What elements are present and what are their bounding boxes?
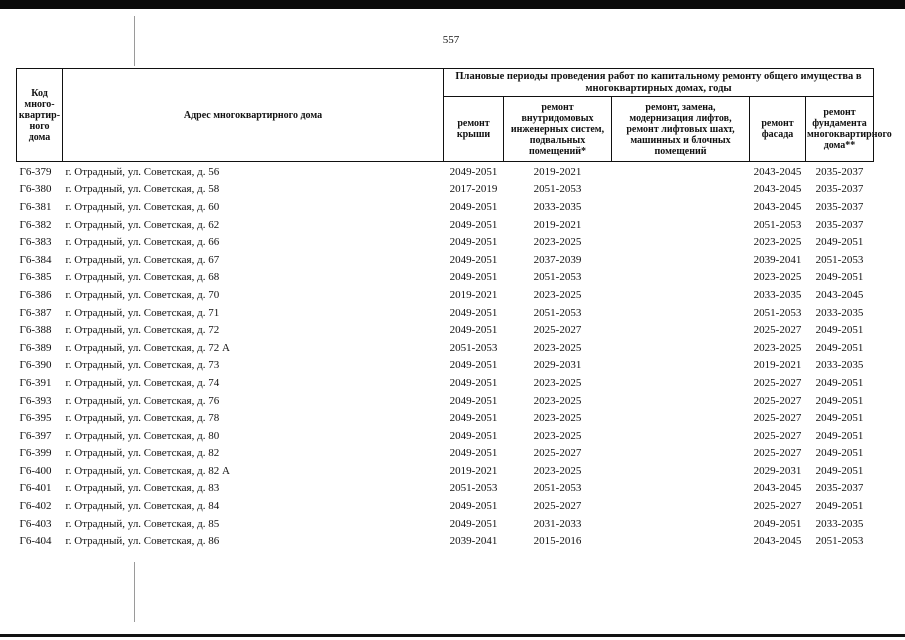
- cell-engineering: 2051-2053: [533, 271, 582, 284]
- cell-code: Г6-395: [19, 412, 52, 425]
- cell-foundation: 2033-2035: [815, 517, 864, 530]
- cell-code: Г6-399: [19, 447, 52, 460]
- table-body: [17, 162, 874, 551]
- cell-address: г. Отрадный, ул. Советская, д. 84: [65, 500, 220, 513]
- cell-engineering: 2029-2031: [533, 359, 582, 372]
- table-row: [17, 392, 874, 410]
- cell-foundation: 2049-2051: [815, 412, 864, 425]
- cell-engineering: 2023-2025: [533, 394, 582, 407]
- header-elevators: ремонт, замена, модернизация лифтов, ремонт лифтовых шахт, машинных и блочных помещений: [612, 97, 750, 162]
- cell-elevators: [612, 515, 750, 533]
- cell-foundation: 2049-2051: [815, 500, 864, 513]
- cell-elevators: [612, 409, 750, 427]
- cell-foundation: 2033-2035: [815, 306, 864, 319]
- cell-facade: 2033-2035: [753, 288, 802, 301]
- cell-engineering: 2023-2025: [533, 412, 582, 425]
- table-row: [17, 357, 874, 375]
- cell-code: Г6-386: [19, 288, 52, 301]
- cell-address: г. Отрадный, ул. Советская, д. 83: [65, 482, 220, 495]
- cell-facade: 2043-2045: [753, 183, 802, 196]
- cell-foundation: 2049-2051: [815, 324, 864, 337]
- cell-facade: 2043-2045: [753, 535, 802, 548]
- cell-elevators: [612, 321, 750, 339]
- table-row: [17, 515, 874, 533]
- cell-engineering: 2023-2025: [533, 341, 582, 354]
- cell-code: Г6-402: [19, 500, 52, 513]
- cell-engineering: 2023-2025: [533, 429, 582, 442]
- cell-code: Г6-387: [19, 306, 52, 319]
- cell-facade: 2025-2027: [753, 376, 802, 389]
- cell-elevators: [612, 532, 750, 550]
- cell-code: Г6-403: [19, 517, 52, 530]
- cell-roof: 2049-2051: [449, 376, 498, 389]
- cell-foundation: 2049-2051: [815, 447, 864, 460]
- cell-roof: 2049-2051: [449, 165, 498, 178]
- cell-address: г. Отрадный, ул. Советская, д. 56: [65, 165, 220, 178]
- cell-roof: 2051-2053: [449, 482, 498, 495]
- header-roof: ремонт крыши: [444, 97, 504, 162]
- cell-elevators: [612, 286, 750, 304]
- cell-facade: 2043-2045: [753, 165, 802, 178]
- cell-foundation: 2049-2051: [815, 394, 864, 407]
- cell-elevators: [612, 162, 750, 181]
- cell-roof: 2051-2053: [449, 341, 498, 354]
- cell-engineering: 2023-2025: [533, 464, 582, 477]
- cell-facade: 2019-2021: [753, 359, 802, 372]
- cell-foundation: 2049-2051: [815, 376, 864, 389]
- table-row: [17, 304, 874, 322]
- cell-address: г. Отрадный, ул. Советская, д. 67: [65, 253, 220, 266]
- cell-facade: 2023-2025: [753, 271, 802, 284]
- cell-elevators: [612, 233, 750, 251]
- header-address: Адрес многоквартирного дома: [63, 69, 444, 162]
- cell-address: г. Отрадный, ул. Советская, д. 72 А: [65, 341, 230, 354]
- cell-code: Г6-401: [19, 482, 52, 495]
- cell-roof: 2049-2051: [449, 517, 498, 530]
- cell-code: Г6-382: [19, 218, 52, 231]
- table-row: [17, 497, 874, 515]
- cell-code: Г6-393: [19, 394, 52, 407]
- cell-foundation: 2051-2053: [815, 253, 864, 266]
- header-periods-title: Плановые периоды проведения работ по капитальному ремонту общего имущества в многоквартирных домах, годы: [444, 69, 874, 97]
- cell-engineering: 2023-2025: [533, 236, 582, 249]
- table-row: [17, 532, 874, 550]
- cell-address: г. Отрадный, ул. Советская, д. 73: [65, 359, 220, 372]
- cell-facade: 2023-2025: [753, 341, 802, 354]
- cell-foundation: 2049-2051: [815, 429, 864, 442]
- header-facade: ремонт фасада: [750, 97, 806, 162]
- cell-elevators: [612, 251, 750, 269]
- table-row: [17, 269, 874, 287]
- cell-code: Г6-380: [19, 183, 52, 196]
- page-number: 557: [442, 34, 460, 46]
- cell-address: г. Отрадный, ул. Советская, д. 71: [65, 306, 220, 319]
- cell-address: г. Отрадный, ул. Советская, д. 60: [65, 200, 220, 213]
- cell-roof: 2049-2051: [449, 447, 498, 460]
- cell-engineering: 2023-2025: [533, 288, 582, 301]
- table-row: [17, 181, 874, 199]
- cell-roof: 2049-2051: [449, 324, 498, 337]
- cell-code: Г6-384: [19, 253, 52, 266]
- capital-repair-table: [16, 68, 892, 550]
- cell-address: г. Отрадный, ул. Советская, д. 85: [65, 517, 220, 530]
- cell-foundation: 2035-2037: [815, 165, 864, 178]
- table-row: [17, 321, 874, 339]
- cell-elevators: [612, 198, 750, 216]
- header-engineering: ремонт внутридомовых инженерных систем, подвальных помещений*: [504, 97, 612, 162]
- cell-roof: 2049-2051: [449, 359, 498, 372]
- header-code: Код много-квартир-ного дома: [17, 69, 63, 162]
- cell-address: г. Отрадный, ул. Советская, д. 82 А: [65, 464, 230, 477]
- scan-fold-mark: [134, 16, 135, 66]
- cell-elevators: [612, 374, 750, 392]
- cell-address: г. Отрадный, ул. Советская, д. 58: [65, 183, 220, 196]
- cell-elevators: [612, 181, 750, 199]
- cell-roof: 2049-2051: [449, 218, 498, 231]
- cell-foundation: 2049-2051: [815, 271, 864, 284]
- cell-elevators: [612, 445, 750, 463]
- cell-roof: 2049-2051: [449, 306, 498, 319]
- cell-facade: 2043-2045: [753, 482, 802, 495]
- cell-foundation: 2035-2037: [815, 482, 864, 495]
- cell-engineering: 2037-2039: [533, 253, 582, 266]
- cell-engineering: 2051-2053: [533, 482, 582, 495]
- cell-code: Г6-383: [19, 236, 52, 249]
- cell-facade: 2029-2031: [753, 464, 802, 477]
- cell-address: г. Отрадный, ул. Советская, д. 72: [65, 324, 220, 337]
- cell-foundation: 2035-2037: [815, 200, 864, 213]
- cell-code: Г6-389: [19, 341, 52, 354]
- cell-foundation: 2049-2051: [815, 236, 864, 249]
- cell-engineering: 2031-2033: [533, 517, 582, 530]
- cell-roof: 2019-2021: [449, 464, 498, 477]
- cell-foundation: 2051-2053: [815, 535, 864, 548]
- cell-roof: 2049-2051: [449, 500, 498, 513]
- cell-facade: 2043-2045: [753, 200, 802, 213]
- cell-engineering: 2025-2027: [533, 500, 582, 513]
- cell-code: Г6-400: [19, 464, 52, 477]
- table-row: [17, 233, 874, 251]
- table-row: [17, 251, 874, 269]
- cell-address: г. Отрадный, ул. Советская, д. 82: [65, 447, 220, 460]
- cell-engineering: 2025-2027: [533, 324, 582, 337]
- table-row: [17, 409, 874, 427]
- cell-address: г. Отрадный, ул. Советская, д. 80: [65, 429, 220, 442]
- cell-elevators: [612, 269, 750, 287]
- cell-elevators: [612, 497, 750, 515]
- cell-engineering: 2051-2053: [533, 306, 582, 319]
- cell-elevators: [612, 339, 750, 357]
- cell-roof: 2049-2051: [449, 394, 498, 407]
- table-row: [17, 162, 874, 181]
- cell-facade: 2025-2027: [753, 500, 802, 513]
- cell-code: Г6-381: [19, 200, 52, 213]
- cell-facade: 2051-2053: [753, 218, 802, 231]
- table-row: [17, 480, 874, 498]
- cell-foundation: 2049-2051: [815, 341, 864, 354]
- cell-facade: 2049-2051: [753, 517, 802, 530]
- cell-foundation: 2035-2037: [815, 183, 864, 196]
- cell-roof: 2049-2051: [449, 271, 498, 284]
- cell-foundation: 2035-2037: [815, 218, 864, 231]
- cell-engineering: 2019-2021: [533, 165, 582, 178]
- cell-elevators: [612, 392, 750, 410]
- cell-roof: 2019-2021: [449, 288, 498, 301]
- table-row: [17, 198, 874, 216]
- table-row: [17, 286, 874, 304]
- cell-elevators: [612, 462, 750, 480]
- cell-engineering: 2015-2016: [533, 535, 582, 548]
- cell-elevators: [612, 304, 750, 322]
- table-row: [17, 216, 874, 234]
- table-row: [17, 445, 874, 463]
- cell-facade: 2051-2053: [753, 306, 802, 319]
- cell-engineering: 2019-2021: [533, 218, 582, 231]
- cell-address: г. Отрадный, ул. Советская, д. 86: [65, 535, 220, 548]
- bottom-border-bar: [0, 634, 905, 637]
- cell-address: г. Отрадный, ул. Советская, д. 78: [65, 412, 220, 425]
- cell-code: Г6-391: [19, 376, 52, 389]
- cell-elevators: [612, 216, 750, 234]
- cell-elevators: [612, 427, 750, 445]
- cell-roof: 2017-2019: [449, 183, 498, 196]
- cell-code: Г6-379: [19, 165, 52, 178]
- table-row: [17, 374, 874, 392]
- cell-roof: 2039-2041: [449, 535, 498, 548]
- cell-engineering: 2025-2027: [533, 447, 582, 460]
- cell-facade: 2023-2025: [753, 236, 802, 249]
- table-row: [17, 462, 874, 480]
- cell-code: Г6-404: [19, 535, 52, 548]
- cell-address: г. Отрадный, ул. Советская, д. 62: [65, 218, 220, 231]
- cell-elevators: [612, 480, 750, 498]
- cell-roof: 2049-2051: [449, 412, 498, 425]
- cell-code: Г6-388: [19, 324, 52, 337]
- scan-fold-mark: [134, 562, 135, 622]
- cell-facade: 2025-2027: [753, 324, 802, 337]
- table-row: [17, 339, 874, 357]
- cell-foundation: 2043-2045: [815, 288, 864, 301]
- header-foundation: ремонт фундамента многоквартирного дома**: [806, 97, 874, 162]
- cell-facade: 2039-2041: [753, 253, 802, 266]
- cell-facade: 2025-2027: [753, 412, 802, 425]
- cell-address: г. Отрадный, ул. Советская, д. 66: [65, 236, 220, 249]
- cell-address: г. Отрадный, ул. Советская, д. 74: [65, 376, 220, 389]
- cell-facade: 2025-2027: [753, 429, 802, 442]
- cell-roof: 2049-2051: [449, 236, 498, 249]
- cell-facade: 2025-2027: [753, 394, 802, 407]
- cell-roof: 2049-2051: [449, 200, 498, 213]
- cell-code: Г6-390: [19, 359, 52, 372]
- cell-roof: 2049-2051: [449, 253, 498, 266]
- cell-address: г. Отрадный, ул. Советская, д. 70: [65, 288, 220, 301]
- cell-address: г. Отрадный, ул. Советская, д. 76: [65, 394, 220, 407]
- cell-foundation: 2033-2035: [815, 359, 864, 372]
- top-border-bar: [0, 0, 905, 9]
- cell-engineering: 2023-2025: [533, 376, 582, 389]
- cell-address: г. Отрадный, ул. Советская, д. 68: [65, 271, 220, 284]
- table-row: [17, 427, 874, 445]
- cell-foundation: 2049-2051: [815, 464, 864, 477]
- cell-engineering: 2051-2053: [533, 183, 582, 196]
- cell-elevators: [612, 357, 750, 375]
- cell-code: Г6-397: [19, 429, 52, 442]
- cell-facade: 2025-2027: [753, 447, 802, 460]
- cell-code: Г6-385: [19, 271, 52, 284]
- cell-engineering: 2033-2035: [533, 200, 582, 213]
- cell-roof: 2049-2051: [449, 429, 498, 442]
